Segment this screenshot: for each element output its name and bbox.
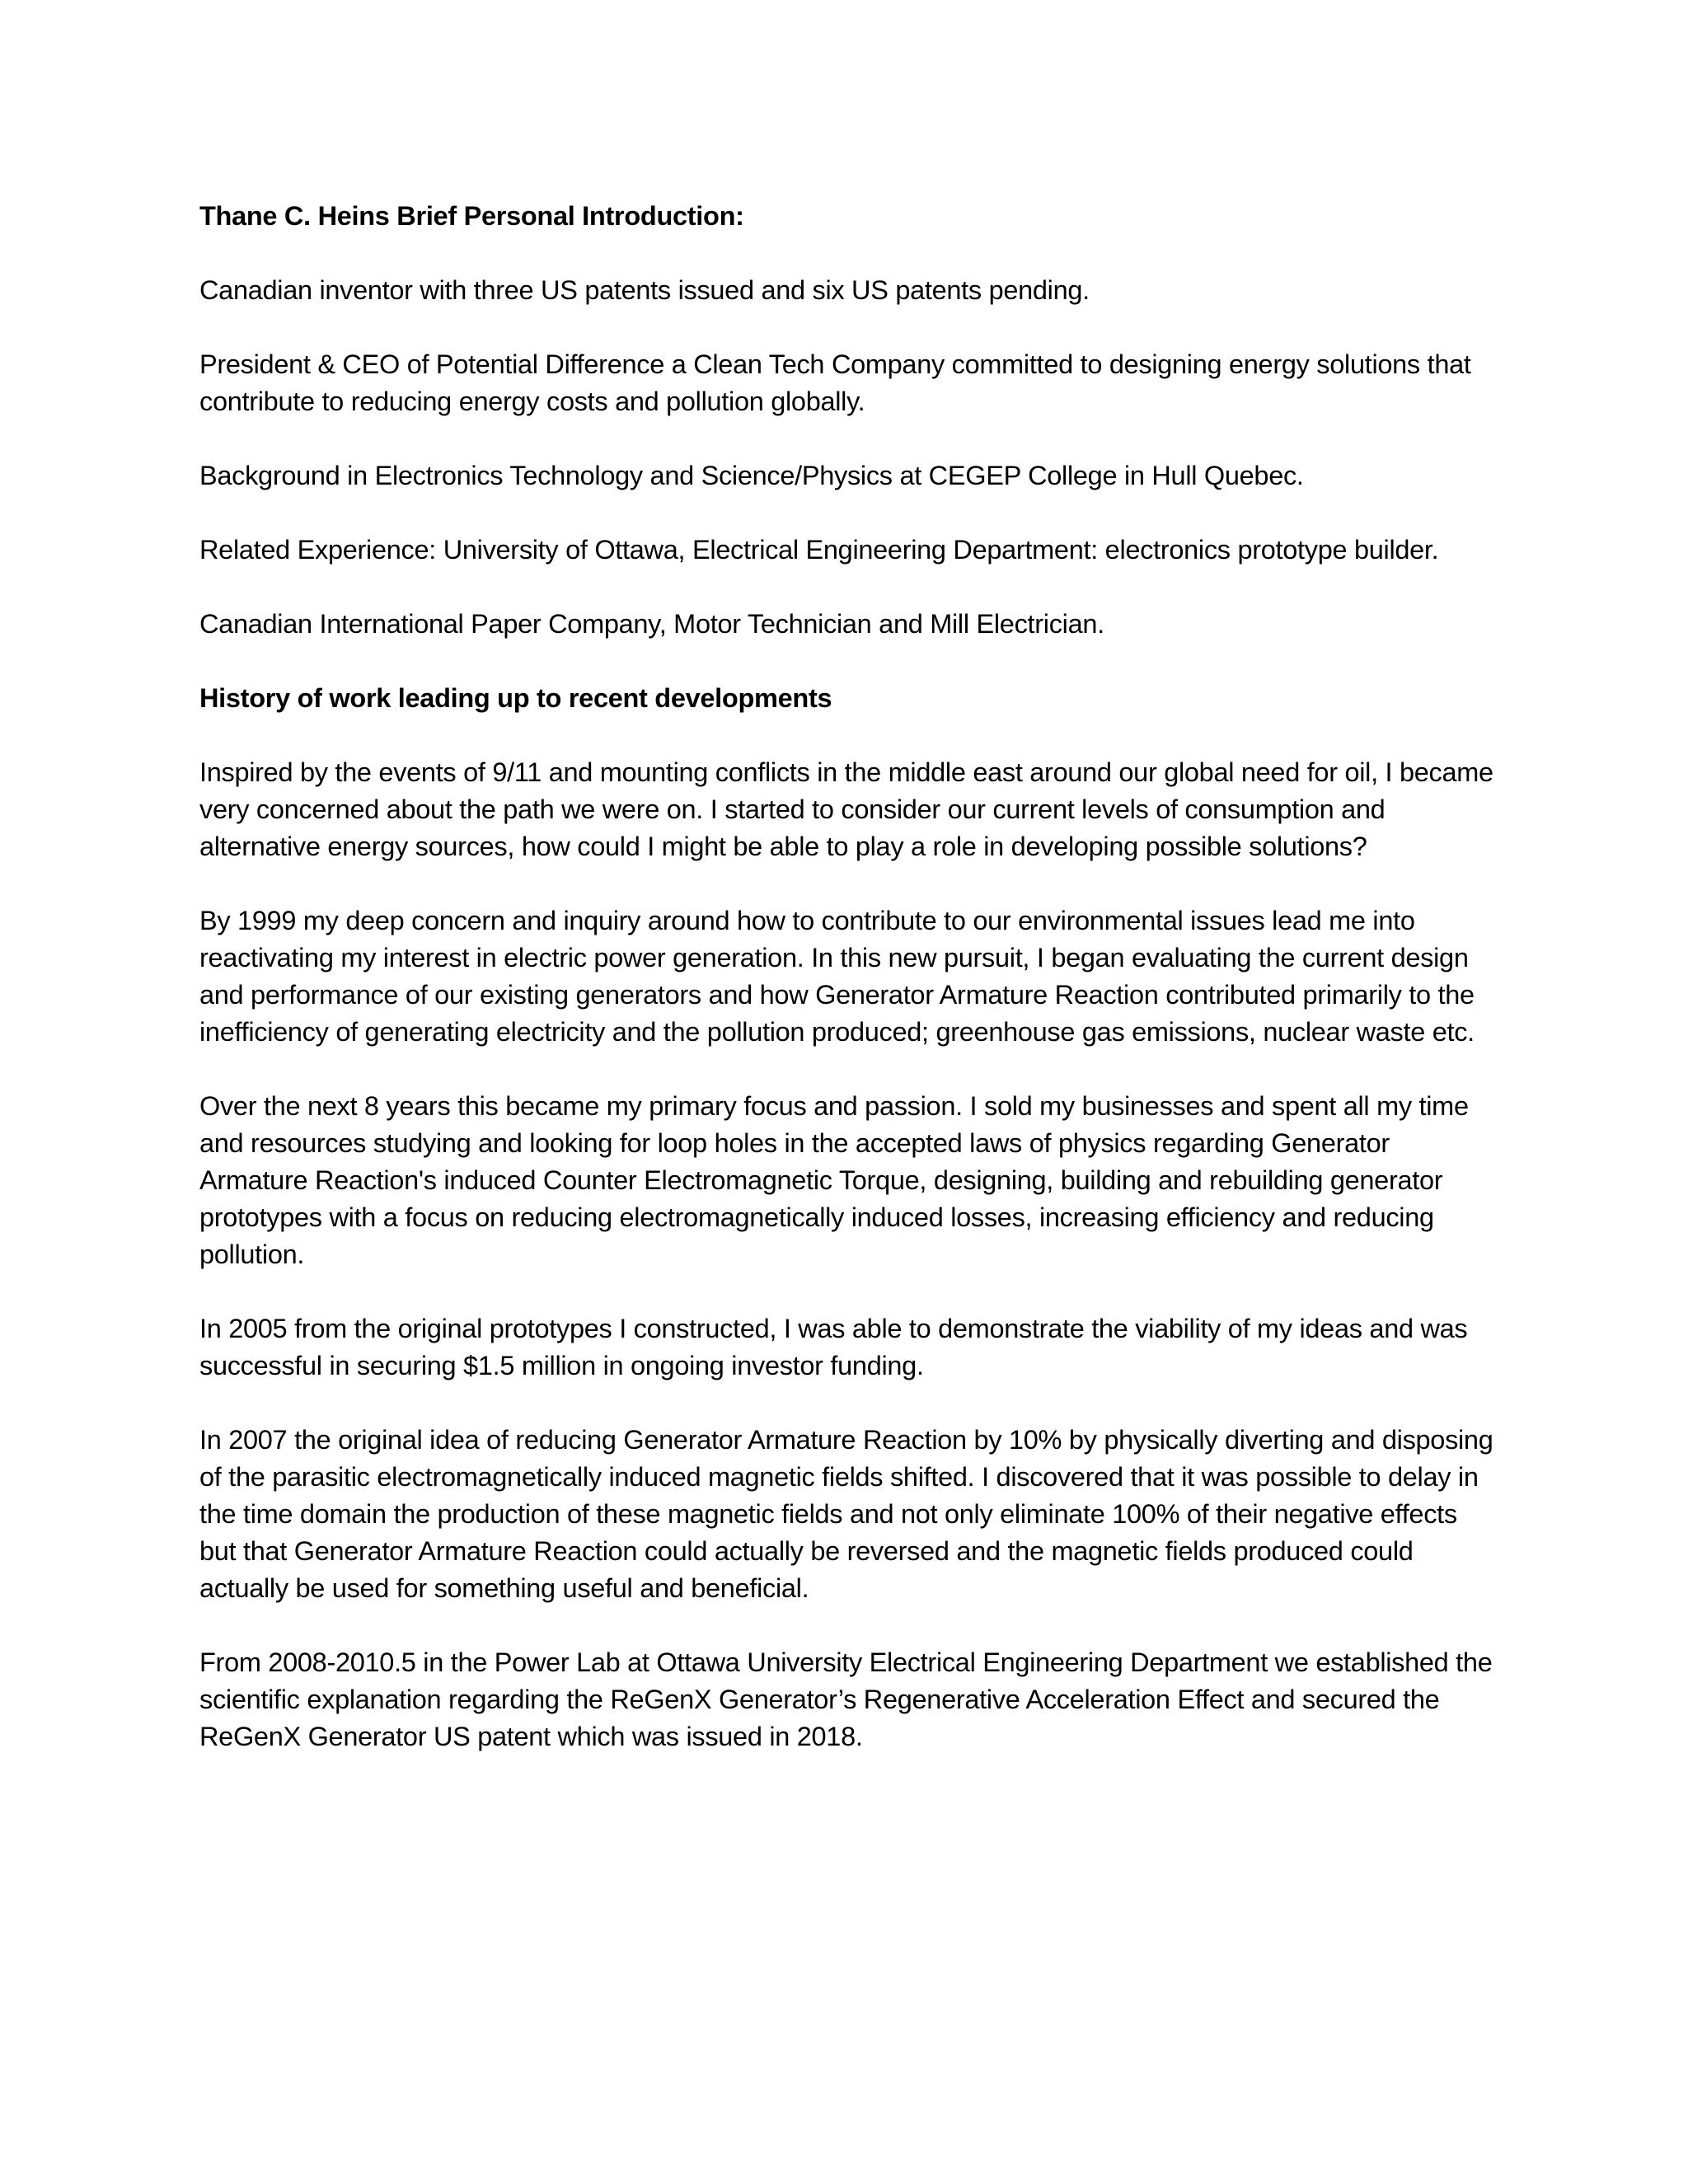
history-heading: History of work leading up to recent developments [199, 683, 832, 713]
intro-paragraph: Canadian inventor with three US patents issued and six US patents pending. [199, 275, 1090, 305]
intro-paragraph: Canadian International Paper Company, Motor Technician and Mill Electrician. [199, 609, 1104, 639]
history-paragraph: From 2008-2010.5 in the Power Lab at Ottawa University Electrical Engineering Department we established the scientific explanation regarding the ReGenX Generator’s Regenerative Acceleration Effect and secured the ReGenX Generator US patent which was issued in 2018. [199, 1647, 1493, 1751]
history-paragraph: Inspired by the events of 9/11 and mounting conflicts in the middle east around our global need for oil, I became very concerned about the path we were on. I started to consider our current levels of consumption and alternative energy sources, how could I might be able to play a role in developing possible solutions? [199, 757, 1493, 861]
document-title: Thane C. Heins Brief Personal Introduction: [199, 201, 744, 231]
document-page [199, 198, 1498, 1793]
history-paragraph: In 2007 the original idea of reducing Generator Armature Reaction by 10% by physically diverting and disposing of the parasitic electromagnetically induced magnetic fields shifted. I discovered that it was possible to delay in the time domain the production of these magnetic fields and not only eliminate 100% of their negative effects but that Generator Armature Reaction could actually be reversed and the magnetic fields produced could actually be used for something useful and beneficial. [199, 1425, 1493, 1603]
history-paragraph: By 1999 my deep concern and inquiry around how to contribute to our environmental issues lead me into reactivating my interest in electric power generation. In this new pursuit, I began evaluating the current design and performance of our existing generators and how Generator Armature Reaction contributed primarily to the inefficiency of generating electricity and the pollution produced; greenhouse gas emissions, nuclear waste etc. [199, 906, 1475, 1047]
history-paragraph: In 2005 from the original prototypes I constructed, I was able to demonstrate the viability of my ideas and was successful in securing $1.5 million in ongoing investor funding. [199, 1314, 1468, 1380]
intro-paragraph: Related Experience: University of Ottawa, Electrical Engineering Department: electronics prototype builder. [199, 535, 1439, 565]
intro-paragraph: Background in Electronics Technology and Science/Physics at CEGEP College in Hull Quebec. [199, 461, 1304, 490]
intro-paragraph: President & CEO of Potential Difference a Clean Tech Company committed to designing energy solutions that contribute to reducing energy costs and pollution globally. [199, 349, 1471, 416]
history-paragraph: Over the next 8 years this became my primary focus and passion. I sold my businesses and spent all my time and resources studying and looking for loop holes in the accepted laws of physics regarding Generator Armature Reaction's induced Counter Electromagnetic Torque, designing, building and rebuilding generator prototypes with a focus on reducing electromagnetically induced losses, increasing efficiency and reducing pollution. [199, 1091, 1469, 1269]
